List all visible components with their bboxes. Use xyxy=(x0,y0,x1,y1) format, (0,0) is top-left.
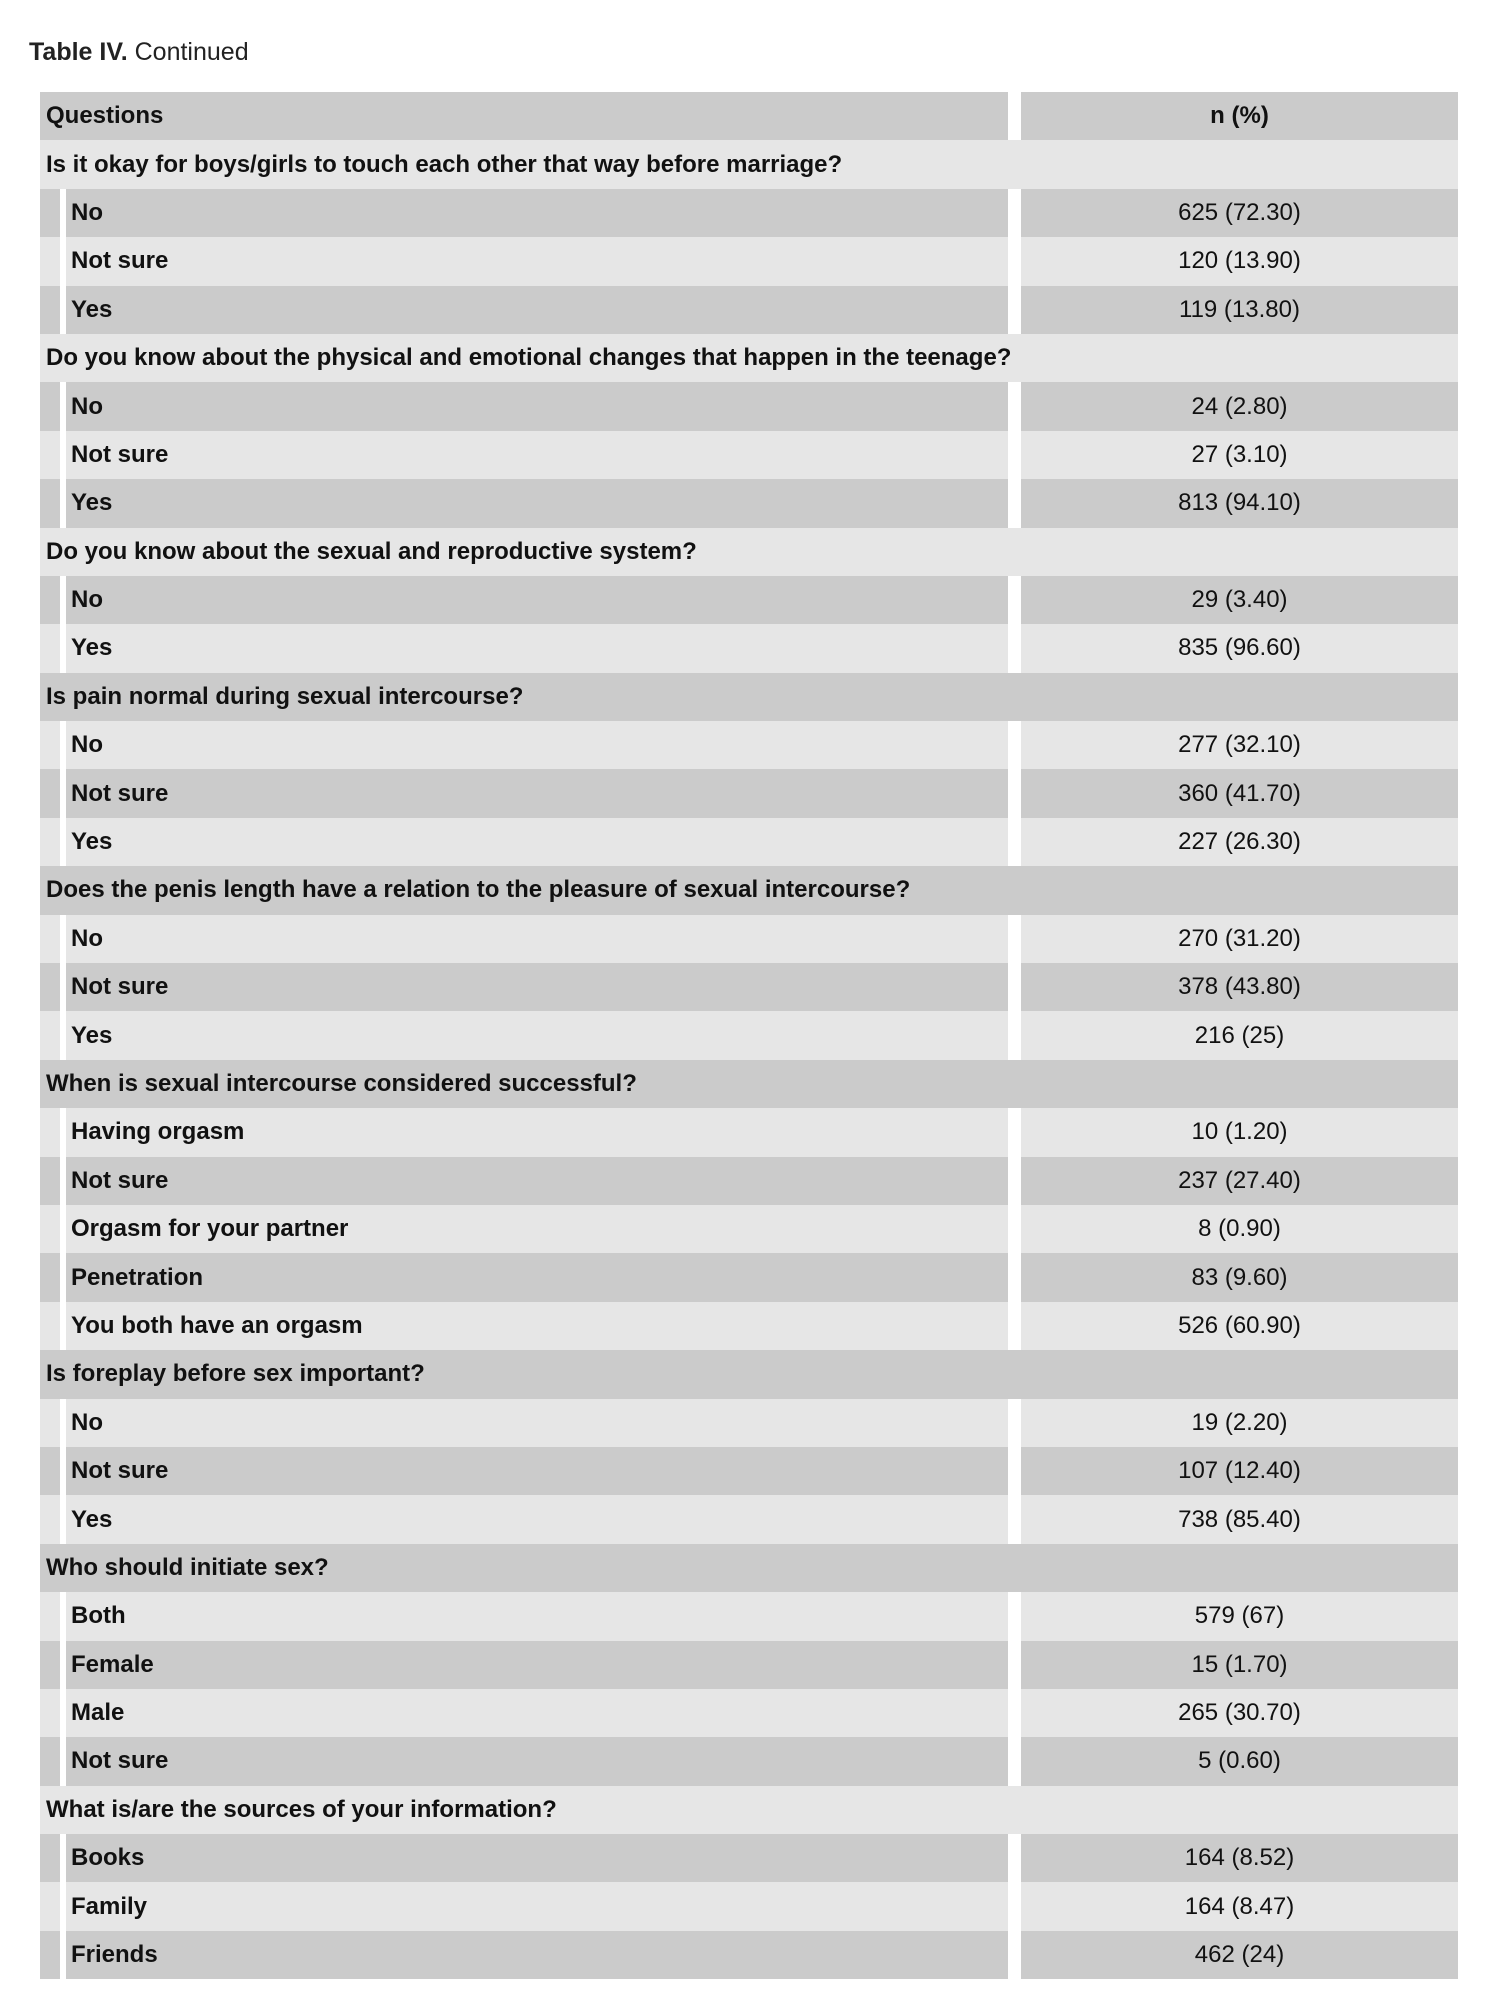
answer-label: Not sure xyxy=(66,1157,1008,1205)
answer-value: 738 (85.40) xyxy=(1021,1495,1458,1543)
answer-label: Yes xyxy=(66,1011,1008,1059)
answer-value: 24 (2.80) xyxy=(1021,382,1458,430)
row-indent-bar xyxy=(40,237,60,285)
answer-label: Not sure xyxy=(66,1737,1008,1785)
answer-label: Not sure xyxy=(66,431,1008,479)
row-indent-bar xyxy=(40,624,60,672)
table-row xyxy=(40,1689,1458,1737)
row-indent-bar xyxy=(40,1302,60,1350)
table-row xyxy=(40,1592,1458,1640)
table-caption-text: Continued xyxy=(134,38,249,66)
answer-value: 625 (72.30) xyxy=(1021,189,1458,237)
answer-value: 835 (96.60) xyxy=(1021,624,1458,672)
answer-label: Orgasm for your partner xyxy=(66,1205,1008,1253)
answer-label: Having orgasm xyxy=(66,1108,1008,1156)
row-indent-bar xyxy=(40,1592,60,1640)
answer-value: 462 (24) xyxy=(1021,1931,1458,1979)
answer-value: 29 (3.40) xyxy=(1021,576,1458,624)
table-row xyxy=(40,1641,1458,1689)
answer-value: 813 (94.10) xyxy=(1021,479,1458,527)
answer-value: 526 (60.90) xyxy=(1021,1302,1458,1350)
table-row xyxy=(40,479,1458,527)
question-text: Is pain normal during sexual intercourse? xyxy=(40,673,1458,721)
answer-label: Yes xyxy=(66,624,1008,672)
question-text: Is foreplay before sex important? xyxy=(40,1350,1458,1398)
row-indent-bar xyxy=(40,1641,60,1689)
answer-value: 265 (30.70) xyxy=(1021,1689,1458,1737)
answer-value: 83 (9.60) xyxy=(1021,1253,1458,1301)
row-indent-bar xyxy=(40,1931,60,1979)
row-indent-bar xyxy=(40,818,60,866)
answer-value: 237 (27.40) xyxy=(1021,1157,1458,1205)
question-row xyxy=(40,1060,1458,1108)
answer-label: Family xyxy=(66,1882,1008,1930)
table-row xyxy=(40,431,1458,479)
table-row xyxy=(40,286,1458,334)
answer-label: Yes xyxy=(66,818,1008,866)
table-row xyxy=(40,915,1458,963)
answer-label: No xyxy=(66,382,1008,430)
row-indent-bar xyxy=(40,1882,60,1930)
row-indent-bar xyxy=(40,286,60,334)
row-indent-bar xyxy=(40,963,60,1011)
answer-label: No xyxy=(66,189,1008,237)
answer-label: Yes xyxy=(66,286,1008,334)
row-indent-bar xyxy=(40,576,60,624)
answer-value: 164 (8.47) xyxy=(1021,1882,1458,1930)
table-row xyxy=(40,1882,1458,1930)
answer-label: Male xyxy=(66,1689,1008,1737)
answer-label: Not sure xyxy=(66,1447,1008,1495)
question-row xyxy=(40,1350,1458,1398)
table-row xyxy=(40,1011,1458,1059)
table-row xyxy=(40,1495,1458,1543)
table-header-row xyxy=(40,92,1458,140)
answer-value: 378 (43.80) xyxy=(1021,963,1458,1011)
row-indent-bar xyxy=(40,431,60,479)
table-caption xyxy=(29,38,249,67)
table-row xyxy=(40,382,1458,430)
table-row xyxy=(40,769,1458,817)
row-indent-bar xyxy=(40,1447,60,1495)
answer-value: 120 (13.90) xyxy=(1021,237,1458,285)
questions-column-header: Questions xyxy=(40,92,1008,140)
question-text: What is/are the sources of your information? xyxy=(40,1786,1458,1834)
answer-value: 164 (8.52) xyxy=(1021,1834,1458,1882)
table-row xyxy=(40,1108,1458,1156)
question-row xyxy=(40,673,1458,721)
answer-label: Yes xyxy=(66,479,1008,527)
answer-label: No xyxy=(66,915,1008,963)
row-indent-bar xyxy=(40,1157,60,1205)
question-text: Is it okay for boys/girls to touch each other that way before marriage? xyxy=(40,140,1458,188)
table-row xyxy=(40,1253,1458,1301)
row-indent-bar xyxy=(40,479,60,527)
table-row xyxy=(40,1205,1458,1253)
answer-value: 360 (41.70) xyxy=(1021,769,1458,817)
question-row xyxy=(40,1544,1458,1592)
table-row xyxy=(40,963,1458,1011)
row-indent-bar xyxy=(40,1737,60,1785)
table-caption-label: Table IV. xyxy=(29,38,128,66)
row-indent-bar xyxy=(40,189,60,237)
row-indent-bar xyxy=(40,1399,60,1447)
answer-value: 227 (26.30) xyxy=(1021,818,1458,866)
answer-label: Friends xyxy=(66,1931,1008,1979)
table-row xyxy=(40,1447,1458,1495)
table-row xyxy=(40,576,1458,624)
row-indent-bar xyxy=(40,382,60,430)
row-indent-bar xyxy=(40,1495,60,1543)
answer-label: Yes xyxy=(66,1495,1008,1543)
question-row xyxy=(40,1786,1458,1834)
table-row xyxy=(40,721,1458,769)
answer-value: 119 (13.80) xyxy=(1021,286,1458,334)
table-row xyxy=(40,624,1458,672)
table-row xyxy=(40,1302,1458,1350)
question-row xyxy=(40,866,1458,914)
answer-value: 579 (67) xyxy=(1021,1592,1458,1640)
row-indent-bar xyxy=(40,915,60,963)
answer-value: 277 (32.10) xyxy=(1021,721,1458,769)
question-row xyxy=(40,528,1458,576)
answer-value: 5 (0.60) xyxy=(1021,1737,1458,1785)
answer-label: Female xyxy=(66,1641,1008,1689)
row-indent-bar xyxy=(40,1689,60,1737)
table-row xyxy=(40,189,1458,237)
answer-value: 27 (3.10) xyxy=(1021,431,1458,479)
table-row xyxy=(40,818,1458,866)
answer-label: No xyxy=(66,1399,1008,1447)
answer-value: 216 (25) xyxy=(1021,1011,1458,1059)
question-text: Does the penis length have a relation to the pleasure of sexual intercourse? xyxy=(40,866,1458,914)
question-text: Do you know about the sexual and reproductive system? xyxy=(40,528,1458,576)
table-row xyxy=(40,1931,1458,1979)
answer-label: You both have an orgasm xyxy=(66,1302,1008,1350)
survey-table xyxy=(40,92,1458,1979)
answer-value: 15 (1.70) xyxy=(1021,1641,1458,1689)
table-row xyxy=(40,1737,1458,1785)
answer-value: 8 (0.90) xyxy=(1021,1205,1458,1253)
row-indent-bar xyxy=(40,1108,60,1156)
question-row xyxy=(40,334,1458,382)
table-row xyxy=(40,237,1458,285)
table-body xyxy=(40,140,1458,1979)
answer-value: 107 (12.40) xyxy=(1021,1447,1458,1495)
question-text: When is sexual intercourse considered successful? xyxy=(40,1060,1458,1108)
row-indent-bar xyxy=(40,769,60,817)
row-indent-bar xyxy=(40,1205,60,1253)
answer-label: Both xyxy=(66,1592,1008,1640)
table-row xyxy=(40,1834,1458,1882)
answer-label: Not sure xyxy=(66,963,1008,1011)
answer-label: No xyxy=(66,721,1008,769)
table-row xyxy=(40,1399,1458,1447)
answer-label: Not sure xyxy=(66,237,1008,285)
row-indent-bar xyxy=(40,1011,60,1059)
answer-value: 19 (2.20) xyxy=(1021,1399,1458,1447)
answer-label: Penetration xyxy=(66,1253,1008,1301)
answer-value: 270 (31.20) xyxy=(1021,915,1458,963)
question-row xyxy=(40,140,1458,188)
answer-label: Not sure xyxy=(66,769,1008,817)
answer-label: No xyxy=(66,576,1008,624)
answer-label: Books xyxy=(66,1834,1008,1882)
row-indent-bar xyxy=(40,1834,60,1882)
row-indent-bar xyxy=(40,1253,60,1301)
table-row xyxy=(40,1157,1458,1205)
row-indent-bar xyxy=(40,721,60,769)
question-text: Do you know about the physical and emotional changes that happen in the teenage? xyxy=(40,334,1458,382)
n-percent-column-header: n (%) xyxy=(1021,92,1458,140)
question-text: Who should initiate sex? xyxy=(40,1544,1458,1592)
answer-value: 10 (1.20) xyxy=(1021,1108,1458,1156)
